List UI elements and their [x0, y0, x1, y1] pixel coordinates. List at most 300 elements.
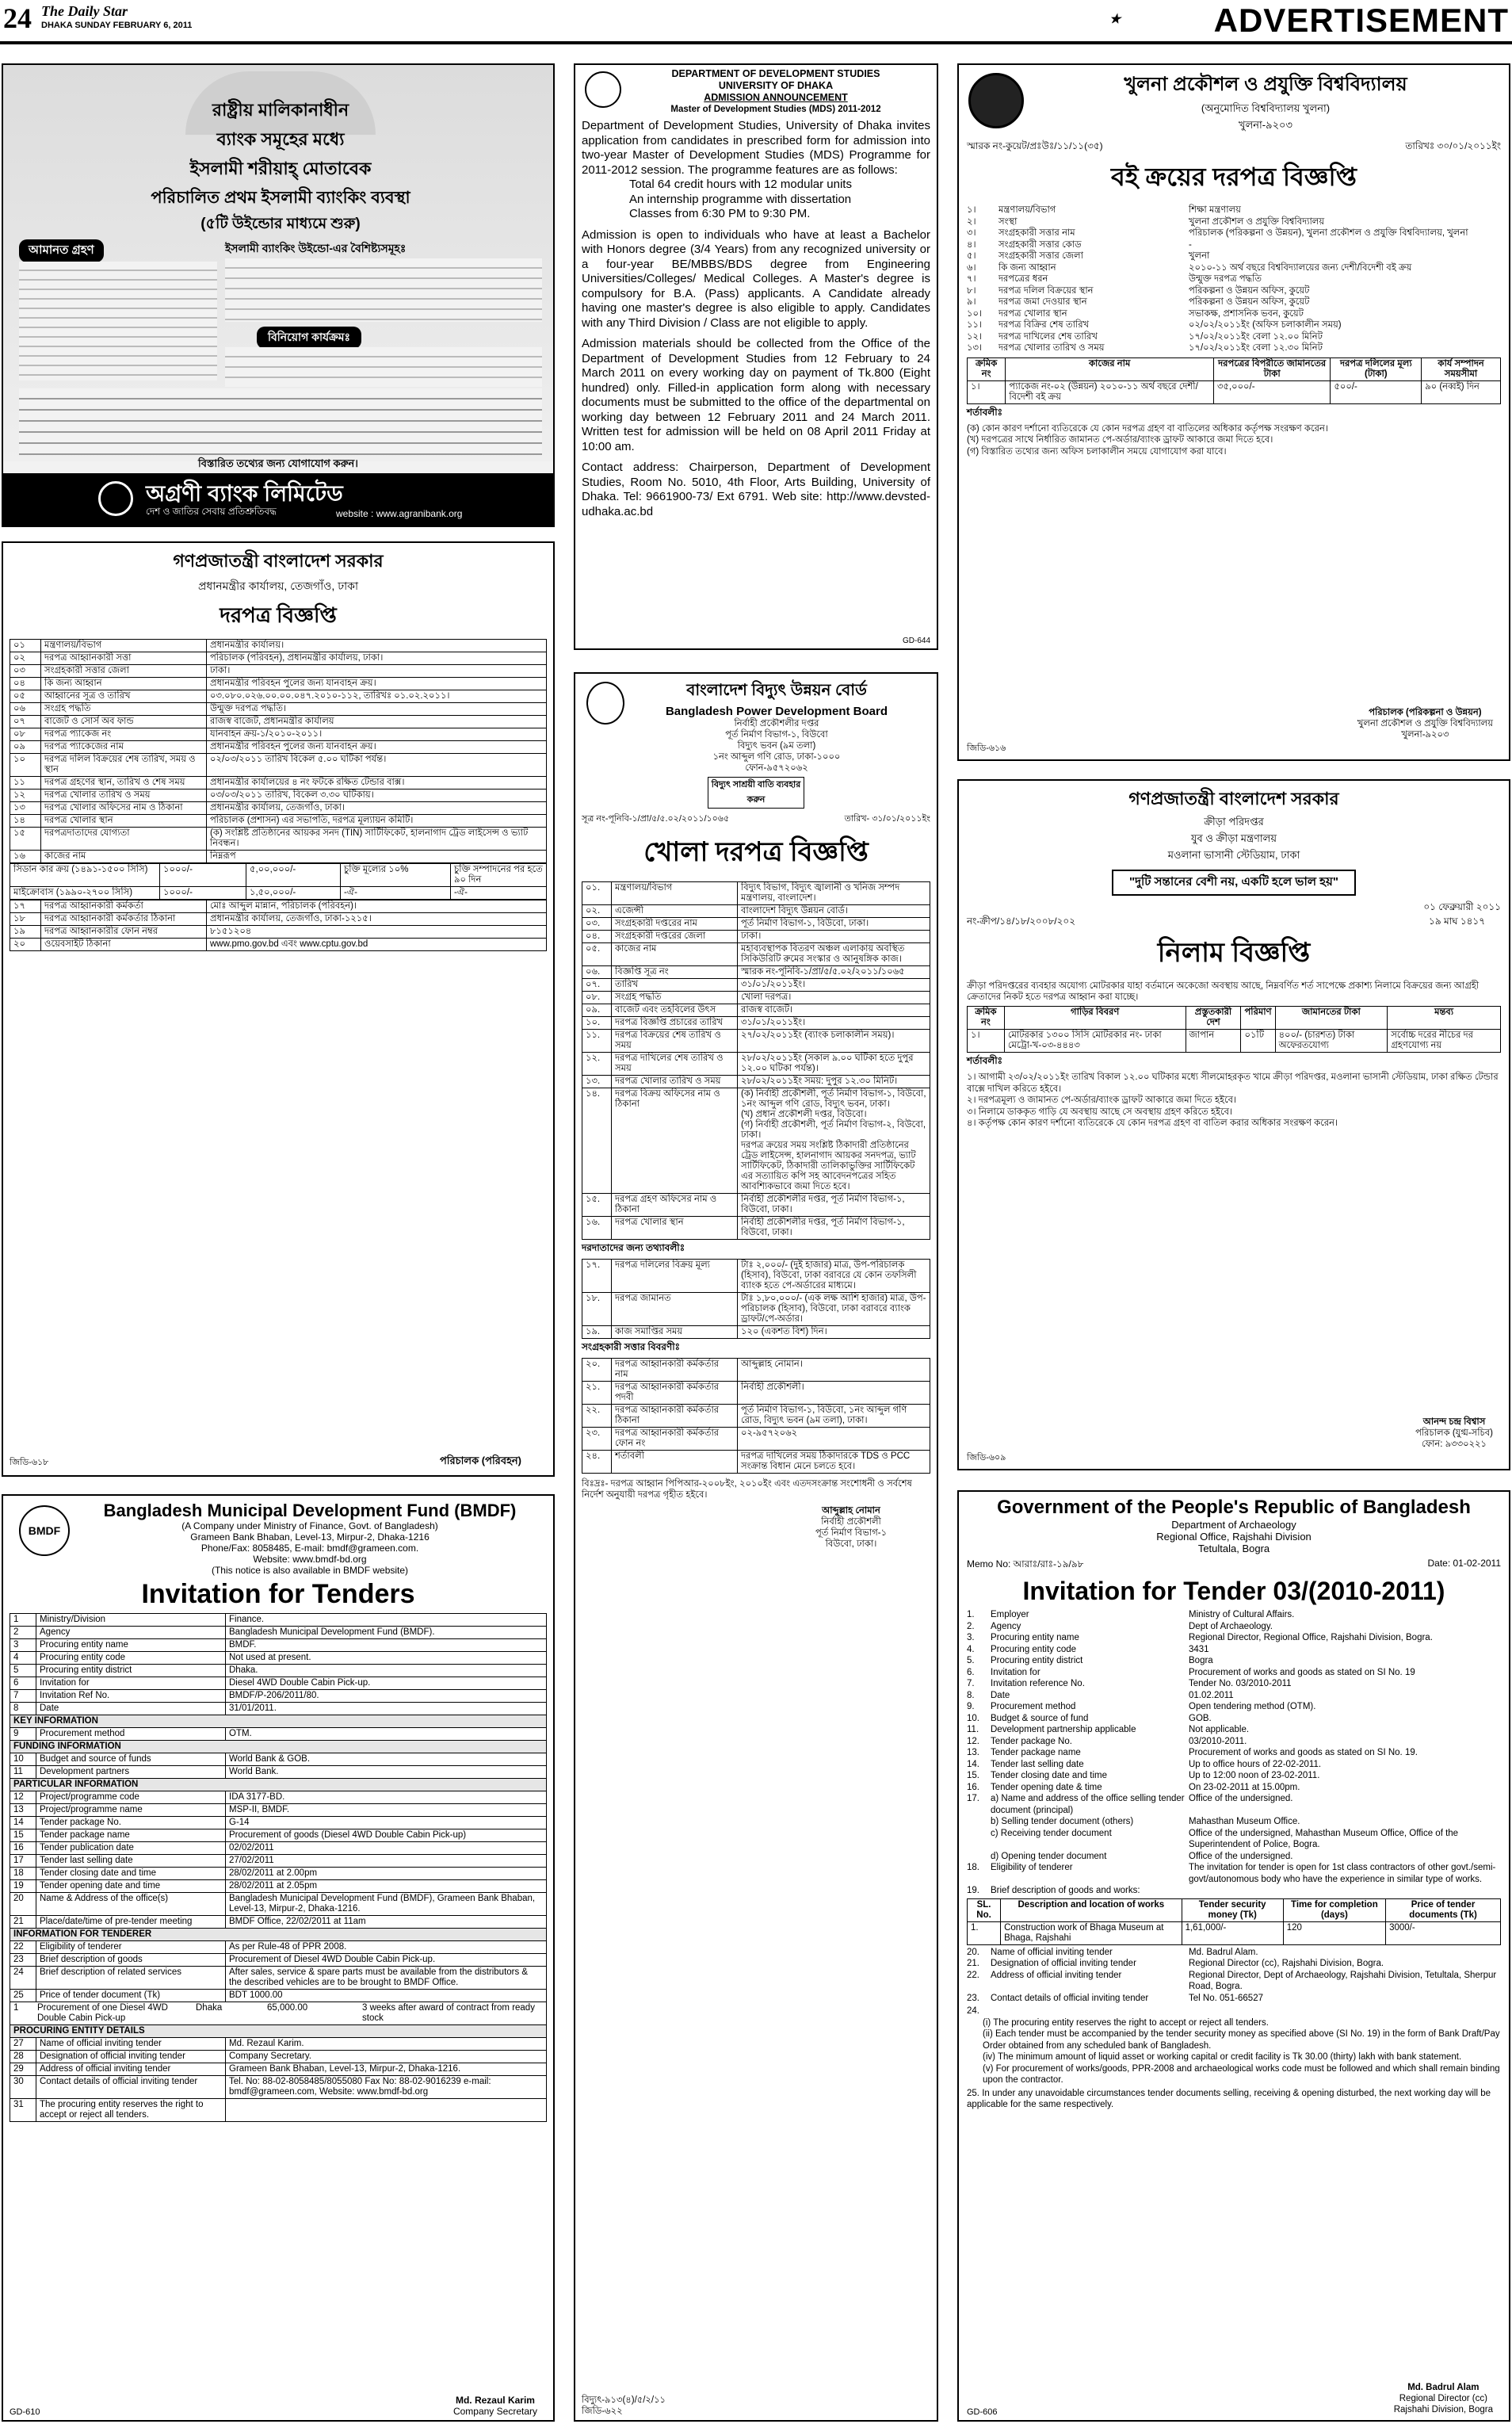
arch-office: Regional Office, Rajshahi Division [1156, 1531, 1312, 1543]
kuet-info-field: ১০। [967, 308, 983, 319]
pmo-cell: সংগ্রহ পদ্ধতি [41, 703, 207, 716]
arch-info-item [967, 1609, 1501, 1621]
kuet-term-item: (গ) বিস্তারিত তথ্যের জন্য অফিস চলাকালীন সময়ে যোগাযোগ করা যাবে। [967, 446, 1227, 457]
bmdf-row [10, 1728, 547, 1741]
du-feature-3: Classes from 6:30 PM to 9:30 PM. [629, 207, 811, 220]
kuet-notice-title: বই ক্রয়ের দরপত্র বিজ্ঞপ্তি [1111, 162, 1357, 191]
pmo-cell: দরপত্র দলিল বিক্রয়ের শেষ তারিখ, সময় ও স্থান [41, 754, 207, 777]
pmo-cell: দরপত্রদাতাদের যোগ্যতা [41, 828, 207, 851]
kuet-info-field: ২। [967, 216, 976, 227]
kuet-info-field: খুলনা [1189, 251, 1210, 261]
bmdf-addr: Grameen Bank Bhaban, Level-13, Mirpur-2, Dhaka-1216 [190, 1531, 430, 1543]
kuet-info-field: সংগ্রহকারী সত্তার কোড [998, 239, 1082, 250]
agrani-line-5: (৫টি উইন্ডোর মাধ্যমে শুরু) [200, 216, 361, 232]
arch-sign-3: Rajshahi Division, Bogra [1393, 2405, 1493, 2414]
bmdf-cell: Place/date/time of pre-tender meeting [36, 1916, 226, 1929]
bmdf-cell: 19 [10, 1880, 36, 1893]
kuet-info-field: সভাকক্ষ, প্রশাসনিক ভবন, কুয়েট [1189, 308, 1304, 319]
sports-term-item: ৪। কর্তৃপক্ষ কোন কারণ দর্শানো ব্যতিরেকে যে কোন দরপত্র গ্রহণ বা বাতিল করার অধিকার সংরক্ষণ করেন। [967, 1118, 1338, 1128]
bmdf-row [10, 1677, 547, 1690]
masthead [0, 0, 1512, 44]
bmdf-row [10, 2051, 547, 2063]
agrani-line-4: পরিচালিত প্রথম ইসলামী ব্যাংকিং ব্যবস্থা [151, 189, 410, 207]
bpdb-row [582, 979, 930, 992]
bpdb-cell: বাংলাদেশ বিদ্যুৎ উন্নয়ন বোর্ড। [738, 905, 930, 918]
bmdf-cell: 28/02/2011 at 2.00pm [226, 1868, 547, 1880]
kuet-info-field: দরপত্র দলিল বিক্রয়ের স্থান [998, 285, 1094, 296]
bpdb-cell: ৩১/০১/২০১১ইং। [738, 979, 930, 992]
arch-info-field [967, 1851, 991, 1863]
arch-col-header: Time for completion (days) [1283, 1898, 1385, 1921]
bmdf-row [10, 1652, 547, 1665]
bmdf-row [10, 1842, 547, 1855]
pmo-cell: প্রধানমন্ত্রীর পরিবহন পুলের জন্য যানবাহন ক্রয়। [207, 678, 547, 690]
arch-sign-2: Regional Director (cc) [1399, 2394, 1487, 2403]
bpdb-sign-name: আব্দুল্লাহ নোমান [822, 1506, 880, 1516]
pmo-cell: মন্ত্রণালয়/বিভাগ [41, 640, 207, 652]
bmdf-cell: IDA 3177-BD. [226, 1791, 547, 1804]
bmdf-row [10, 1639, 547, 1652]
kuet-item-table [967, 357, 1501, 404]
sports-item-cell: ১। [968, 1030, 1005, 1053]
kuet-item-row [968, 380, 1501, 403]
pmo2-cell: ১৭ [10, 900, 41, 913]
arch-info-item [967, 1736, 1501, 1748]
kuet-terms-heading: শর্তাবলীঃ [967, 406, 1003, 418]
arch-info-field: 10. [967, 1713, 979, 1723]
bmdf-cell: 31/01/2011. [226, 1703, 547, 1715]
pmo-item-cell: মাইক্রোবাস (১৯৯০-২৭০০ সিসি) [10, 887, 160, 900]
arch-info-item [967, 1667, 1501, 1679]
arch-info-field: Procuring entity district [991, 1656, 1083, 1665]
bpdb3-cell: ২২. [582, 1405, 612, 1428]
bmdf-row [10, 2076, 547, 2099]
bank-banner [3, 473, 553, 527]
bmdf-cell: 8 [10, 1703, 36, 1715]
bpdb-row [582, 1217, 930, 1240]
pmo2-cell: মোঃ আব্দুল মান্নান, পরিচালক (পরিবহন)। [207, 900, 547, 913]
kuet-info-field: দরপত্র দাখিলের শেষ তারিখ [998, 331, 1098, 342]
bmdf-cell: As per Rule-48 of PPR 2008. [226, 1941, 547, 1954]
bpdb-cell: বাজেট এবং তহবিলের উৎস [612, 1004, 738, 1017]
kuet-info-field: ৩। [967, 228, 976, 238]
pmo-cell: সংগ্রহকারী সত্তার জেলা [41, 665, 207, 678]
bpdb-cell: ১১. [582, 1030, 612, 1053]
bpdb-cell: ০১. [582, 882, 612, 905]
pmo-row [10, 828, 547, 851]
bpdb2-cell: ১৮. [582, 1293, 612, 1326]
du-para-3: Admission materials should be collected from the Office of the Department of Development Studies from 12 February to 24 March 2011 on every working day on payment of Tk.800 (Eight hundred) only. Filled-in application form along with necessary documents must be submitted to the office of the departmental on working day between 12 February 2011 and 24 March 2011. Written test for admission will be held on 08 April 2011 Friday at 10:00 am. [582, 337, 930, 453]
bmdf-part-heading-label: PARTICULAR INFORMATION [10, 1779, 547, 1791]
bpdb2-row [582, 1260, 930, 1293]
pmo-item-row [10, 864, 547, 887]
arch-info-list-2 [967, 1947, 1501, 2005]
bmdf-cell: Agency [36, 1627, 226, 1639]
kuet-ref: স্মারক নং-কুয়েট/প্রঃউঃ/১১/১১(৩৫) [967, 140, 1103, 151]
kuet-info-field: দরপত্র জমা দেওয়ার স্থান [998, 297, 1087, 307]
arch-info-item [967, 1644, 1501, 1656]
bpdb-cell: দরপত্র বিজ্ঞপ্তি প্রচারের তারিখ [612, 1017, 738, 1030]
kuet-info-field: দরপত্র খোলার স্থান [998, 308, 1067, 319]
pmo-item-cell: সিডান কার ক্রয় (১৪৯১-১৫০০ সিসি) [10, 864, 160, 887]
kuet-col-header: দরপত্র দলিলের মূল্য (টাকা) [1331, 357, 1422, 380]
bpdb-row [582, 1030, 930, 1053]
bpdb3-row [582, 1382, 930, 1405]
arch-col-header: Tender security money (Tk) [1182, 1898, 1283, 1921]
pmo-row [10, 665, 547, 678]
bmdf-web: Website: www.bmdf-bd.org [253, 1554, 367, 1565]
kuet-title: খুলনা প্রকৌশল ও প্রযুক্তি বিশ্ববিদ্যালয় [1124, 74, 1407, 95]
bpdb-table-3 [582, 1358, 930, 1474]
bpdb-ref: সূত্র নং-পূনিবি-১/প্রা/৫/৫.০২/২০১১/১০৬৫ [582, 814, 730, 824]
bmdf-cell: Name & Address of the office(s) [36, 1893, 226, 1916]
bpdb3-cell: নির্বাহী প্রকৌশলী। [738, 1382, 930, 1405]
bmdf-row [10, 1880, 547, 1893]
arch-info-field: 3. [967, 1633, 975, 1642]
arch-info-field: 8. [967, 1690, 975, 1700]
sports-col-header: প্রস্তুতকারী দেশ [1186, 1007, 1241, 1030]
bpdb-sign-div: পূর্ত নির্মাণ বিভাগ-১ [815, 1528, 888, 1538]
kuet-info-field: দরপত্র খোলার তারিখ ও সময় [998, 343, 1105, 353]
bpdb-table [582, 881, 930, 1240]
bpdb-cell: কাজের নাম [612, 943, 738, 966]
bmdf-cell: Tender closing date and time [36, 1868, 226, 1880]
kuet-info-field: ১৩। [967, 343, 983, 353]
bank-website: website : www.agranibank.org [336, 508, 463, 519]
bmdf-row [10, 1614, 547, 1627]
bmdf-cell: 28 [10, 2051, 36, 2063]
bpdb-row [582, 905, 930, 918]
sports-ref: নং-ক্রীপ/১৪/১৮/২০০৮/২০২ [967, 916, 1076, 927]
arch-info-field: a) Name and address of the office selling tender document (principal) [991, 1794, 1185, 1815]
bpdb-cell: সংগ্রহ পদ্ধতি [612, 992, 738, 1004]
bmdf-cell: Ministry/Division [36, 1614, 226, 1627]
pmo-cell: আহ্বানের সূত্র ও তারিখ [41, 690, 207, 703]
bmdf-cell: Procuring entity name [36, 1639, 226, 1652]
pmo2-cell: www.pmo.gov.bd এবং www.cptu.gov.bd [207, 939, 547, 951]
pmo-cell: ০৮ [10, 728, 41, 741]
bpdb-table-2 [582, 1259, 930, 1339]
sports-sign-1: আনন্দ চন্দ্র বিশ্বাস [1422, 1417, 1486, 1427]
bpdb3-cell: ০২-৯৫৭২০৬২ [738, 1428, 930, 1451]
arch-info-field: Tender package No. [991, 1736, 1072, 1746]
kuet-info-field: ৭। [967, 274, 976, 284]
bmdf-cell: 27/02/2011 [226, 1855, 547, 1868]
bpdb-sign-loc: বিউবো, ঢাকা। [825, 1539, 877, 1549]
arch-loc: Tetultala, Bogra [1197, 1543, 1270, 1554]
pmo-cell: রাজস্ব বাজেট, প্রধানমন্ত্রীর কার্যালয় [207, 716, 547, 728]
bmdf-cell: 17 [10, 1855, 36, 1868]
kuet-item-cell: ৫০০/- [1331, 380, 1422, 403]
arch-info-field: 5. [967, 1656, 975, 1665]
bmdf-row [10, 1804, 547, 1817]
arch-info-field [1189, 1885, 1501, 1897]
bmdf-cell: BMDF. [226, 1639, 547, 1652]
arch-info2-item [967, 1947, 1501, 1959]
pmo-item-cell: -ঐ- [341, 887, 451, 900]
sports-item-row [968, 1030, 1501, 1053]
pmo-item-cell: ১০০০/- [160, 887, 246, 900]
bmdf-lot-field: Procurement of one Diesel 4WD Double Cabin Pick-up [37, 2003, 168, 2023]
arch-gd: GD-606 [967, 2407, 998, 2417]
kuet-col-header: কার্য সম্পাদন সময়সীমা [1422, 357, 1501, 380]
arch-info-field: Office of the undersigned, Mahasthan Museum Office, Office of the Superintendent of Police, Bogra. [1189, 1828, 1459, 1849]
arch-info-field: Tender closing date and time [991, 1771, 1108, 1780]
bmdf-cell: Grameen Bank Bhaban, Level-13, Mirpur-2, Dhaka-1216. [226, 2063, 547, 2076]
bmdf-cell: Budget and source of funds [36, 1753, 226, 1766]
sports-sign-2: পরিচালক (যুগ্ম-সচিব) [1415, 1428, 1493, 1438]
du-para-4: Contact address: Chairperson, Department of Development Studies, Room No. 5010, 4th Floor, Arts Building, University of Dhaka. Tel: 9661900-73/ Ext 6791. Web site: http://www.devsted-udhaka.ac.bd [582, 461, 930, 518]
sports-govt-title: গণপ্রজাতন্ত্রী বাংলাদেশ সরকার [1128, 789, 1339, 809]
pmo-item-cell: ১,৫০,০০০/- [246, 887, 341, 900]
arch-info-item [967, 1701, 1501, 1713]
pmo-gd: জিডি-৬১৮ [10, 1458, 49, 1467]
bmdf-cell: OTM. [226, 1728, 547, 1741]
bpdb-cell: সংগ্রহকারী দপ্তরের নাম [612, 918, 738, 931]
pmo-item-row [10, 887, 547, 900]
bpdb-row [582, 1053, 930, 1076]
pmo2-row [10, 913, 547, 926]
pmo-cell: কি জন্য আহ্বান [41, 678, 207, 690]
invest-heading: বিনিয়োগ কার্যক্রমঃ [257, 327, 361, 349]
arch-info2-field: 23. [967, 1993, 979, 2003]
bmdf-fund-heading-label: FUNDING INFORMATION [10, 1741, 547, 1753]
bpdb-cell: মহাব্যবস্থাপক বিতরণ অঞ্চল এলাকায় অবস্থিত সিকিউরিটি রুমের সংস্কার ও আনুষঙ্গিক কাজ। [738, 943, 930, 966]
pmo-cell: দরপত্র আহ্বানকারী সত্তা [41, 652, 207, 665]
pmo-item-cell: ৫,০০,০০০/- [246, 864, 341, 887]
sports-item-cell: সর্বোচ্চ দরের নীচের দর গ্রহণযোগ্য নয় [1388, 1030, 1501, 1053]
pmo-item-cell: -ঐ- [451, 887, 547, 900]
sports-notice-title: নিলাম বিজ্ঞপ্তি [1157, 938, 1311, 968]
bank-name: অগ্রণী ব্যাংক লিমিটেড [146, 481, 343, 506]
arch-item-cell: 1,61,000/- [1182, 1921, 1283, 1944]
kuet-item-cell: ৯০ (নব্বই) দিন [1422, 380, 1501, 403]
bpdb-cell: সংগ্রহকারী দপ্তরের জেলা [612, 931, 738, 943]
bmdf-sign-title: Company Secretary [452, 2406, 537, 2417]
bmdf-cell: 3 [10, 1639, 36, 1652]
bpdb-row [582, 918, 930, 931]
bpdb3-row [582, 1428, 930, 1451]
kuet-info-field: ৮। [967, 285, 976, 296]
bmdf-sub: (A Company under Ministry of Finance, Govt. of Bangladesh) [181, 1520, 438, 1531]
bmdf-cell: Finance. [226, 1614, 547, 1627]
kuet-info-item [967, 285, 1501, 297]
arch-cond-item: (ii) Each tender must be accompanied by the tender security money as specified above (SI No. 19) in the form of Bank Draft/Pay Order obtained from any scheduled bank of Bangladesh. [983, 2029, 1500, 2051]
kuet-info-field: ০২/০২/২০১১ইং (অফিস চলাকালীন সময়) [1189, 320, 1342, 330]
bmdf-row [10, 1703, 547, 1715]
arch-info2-field: Address of official inviting tender [991, 1970, 1122, 1980]
kuet-info-field: পরিচালক (পরিকল্পনা ও উন্নয়ন), খুলনা প্রকৌশল ও প্রযুক্তি বিশ্ববিদ্যালয়, খুলনা [1189, 228, 1468, 238]
dateline: DHAKA SUNDAY FEBRUARY 6, 2011 [41, 21, 193, 30]
pmo-row [10, 851, 547, 863]
pmo-item-cell: ১০০০/- [160, 864, 246, 887]
arch-date: Date: 01-02-2011 [1427, 1558, 1501, 1569]
bmdf-cell: Procurement of Diesel 4WD Double Cabin Pick-up. [226, 1954, 547, 1967]
agrani-line-3: ইসলামী শরীয়াহ্ মোতাবেক [189, 159, 372, 178]
pmo2-row [10, 926, 547, 939]
pmo-cell: প্রধানমন্ত্রীর পরিবহন পুলের জন্য যানবাহন ক্রয়। [207, 741, 547, 754]
kuet-info-field: ১। [967, 205, 976, 215]
arch-info-field: Procuring entity code [991, 1644, 1077, 1654]
bpdb-cell: ২৮/০২/২০১১ইং (সকাল ৯.০০ ঘটিকা হতে দুপুর ১২.০০ ঘটিকা পর্যন্ত)। [738, 1053, 930, 1076]
du-prog: Master of Development Studies (MDS) 2011-2012 [670, 105, 881, 114]
pmo-info-table-2 [10, 900, 547, 951]
pmo-cell: ০২/০৩/২০১১ তারিখ বিকেল ৫.০০ ঘটিকা পর্যন্ত। [207, 754, 547, 777]
arch-info-item [967, 1782, 1501, 1794]
kuet-item-cell: ৩৫,০০০/- [1213, 380, 1330, 403]
bpdb-cell: ০২. [582, 905, 612, 918]
bmdf-cell: 21 [10, 1916, 36, 1929]
sports-slogan: "দুটি সন্তানের বেশী নয়, একটি হলে ভাল হয়" [1112, 870, 1356, 896]
arch-info-item [967, 1885, 1501, 1897]
bpdb3-cell: আব্দুল্লাহ নোমান। [738, 1359, 930, 1382]
bmdf-proc-heading [10, 2025, 547, 2038]
sports-item-cell: ০১টি [1241, 1030, 1275, 1053]
bpdb2-cell: ১৯. [582, 1326, 612, 1339]
pmo-cell: প্রধানমন্ত্রীর কার্যালয়, তেজগাঁও, ঢাকা। [207, 802, 547, 815]
arch-info-field: Office of the undersigned. [1189, 1794, 1293, 1803]
agrani-logo-icon [98, 481, 133, 516]
bmdf-cell: 11 [10, 1766, 36, 1779]
kuet-info-field: উন্মুক্ত দরপত্র পদ্ধতি [1189, 274, 1262, 284]
bmdf-row [10, 1868, 547, 1880]
pmo2-cell: প্রধানমন্ত্রীর কার্যালয়, তেজগাঁও, ঢাকা-১২১৫। [207, 913, 547, 926]
bpdb-cell: ০৯. [582, 1004, 612, 1017]
masthead-rule [0, 41, 1512, 44]
arch-info-field: 03/2010-2011. [1189, 1736, 1247, 1746]
pmo-cell: দরপত্র খোলার তারিখ ও সময় [41, 790, 207, 802]
sports-item-cell: মোটরকার ১৩০০ সিসি মোটরকার নং- ঢাকা মেট্রো-খ-০৩-৪৪৪৩ [1004, 1030, 1186, 1053]
bpdb-logo-icon [586, 682, 624, 725]
arch-info-item [967, 1724, 1501, 1736]
pmo-cell: ০৫ [10, 690, 41, 703]
bmdf-lot-row [10, 2002, 547, 2025]
kuet-col-header: কাজের নাম [1006, 357, 1214, 380]
bpdb-cell: ১৩. [582, 1076, 612, 1088]
features-heading: ইসলামী ব্যাংকিং উইন্ডো-এর বৈশিষ্ট্যসমূহঃ [225, 242, 407, 254]
bpdb-row [582, 966, 930, 979]
bmdf-cell: Brief description of related services [36, 1967, 226, 1990]
kuet-tender-notice [957, 63, 1510, 761]
bmdf-cell: 20 [10, 1893, 36, 1916]
pmo-row [10, 640, 547, 652]
kuet-terms-list [967, 423, 1501, 458]
bpdb-title: খোলা দরপত্র বিজ্ঞপ্তি [643, 837, 869, 867]
bpdb-slogan: বিদ্যুৎ সাশ্রয়ী বাতি ব্যবহার করুন [708, 777, 804, 809]
kuet-info-item [967, 342, 1501, 354]
bpdb-cell: ০৭. [582, 979, 612, 992]
kuet-info-list [967, 205, 1501, 354]
sports-col-header: পরিমাণ [1241, 1007, 1275, 1030]
pmo-cell: ১৩ [10, 802, 41, 815]
arch-col-header: SL. No. [968, 1898, 1001, 1921]
arch-info-item [967, 1862, 1501, 1885]
kuet-info-field: সংগ্রহকারী সত্তার জেলা [998, 251, 1083, 261]
bpdb-cell: ০৮. [582, 992, 612, 1004]
bmdf-note: (This notice is also available in BMDF website) [211, 1565, 409, 1576]
arch-gov: Government of the People's Republic of Bangladesh [997, 1497, 1471, 1518]
arch-info-field: Invitation reference No. [991, 1679, 1085, 1688]
bmdf-key-heading-label: KEY INFORMATION [10, 1715, 547, 1728]
du-para-2: Admission is open to individuals who have at least a Bachelor with Honors degree (3/4 Years) from any recognized university or a four-year BE/MBBS/BDS degree from Engineering Universities/Colleges/ Medical Colleges. A Master's degree is compulsory for B.A. (Pass) applicants. A Candidate already having one master's degree is also eligible to apply. Candidates with any Third Division / Class are not eligible to apply. [582, 227, 930, 330]
bmdf-tender-heading-label: INFORMATION FOR TENDERER [10, 1929, 547, 1941]
pmo-cell: পরিচালক (প্রশাসন) এর সভাপতি, দরপত্র মূল্যায়ন কমিটি। [207, 815, 547, 828]
arch-info-item [967, 1690, 1501, 1702]
arch-info2-item [967, 1993, 1501, 2005]
bpdb-cell: দরপত্র বিক্রয়ের শেষ তারিখ ও সময় [612, 1030, 738, 1053]
bmdf-cell: Procurement method [36, 1728, 226, 1741]
arch-info-item [967, 1816, 1501, 1828]
bpdb-office-4: ১নং আব্দুল গণি রোড, ঢাকা-১০০০ [712, 752, 841, 762]
pmo2-cell: দরপত্র আহ্বানকারীর ফোন নম্বর [41, 926, 207, 939]
bmdf-cell: 5 [10, 1665, 36, 1677]
star-logo: ★ [1109, 13, 1121, 26]
bmdf-cell: Tender opening date and time [36, 1880, 226, 1893]
bpdb-tender-notice [574, 672, 938, 2422]
arch-info-field: Procurement of works and goods as stated on SI No. 19. [1189, 1748, 1418, 1757]
arch-info-field [967, 1828, 991, 1851]
sports-gd: জিডি-৬০৯ [967, 1453, 1006, 1462]
bmdf-cell: Price of tender document (Tk) [36, 1990, 226, 2002]
kuet-info-item [967, 216, 1501, 228]
bmdf-row [10, 1627, 547, 1639]
branch-list [19, 388, 542, 455]
arch-sign-1: Md. Badrul Alam [1407, 2383, 1480, 2392]
arch-item-row [968, 1921, 1501, 1944]
arch-info-field: Not applicable. [1189, 1725, 1250, 1734]
kuet-col-header: দরপত্রের বিপরীতে জামানতের টাকা [1213, 357, 1330, 380]
bmdf-cell: BMDF/P-206/2011/80. [226, 1690, 547, 1703]
pmo2-row [10, 900, 547, 913]
bmdf-cell: Not used at present. [226, 1652, 547, 1665]
bpdb-cell: নির্বাহী প্রকৌশলীর দপ্তর, পূর্ত নির্মাণ বিভাগ-১, বিউবো, ঢাকা। [738, 1217, 930, 1240]
arch-item-cell: 1. [968, 1921, 1001, 1944]
bpdb-cell: ০৬. [582, 966, 612, 979]
sports-line-2: যুব ও ক্রীড়া মন্ত্রণালয় [1191, 832, 1277, 844]
kuet-col-row [968, 357, 1501, 380]
bmdf-cell: Project/programme code [36, 1791, 226, 1804]
arch-info-field: Tender package name [991, 1748, 1081, 1757]
arch-info2-field: 21. [967, 1959, 979, 1968]
arch-info-field: 17. [967, 1794, 979, 1803]
bpdb3-cell: দরপত্র আহ্বানকারী কর্মকর্তার ফোন নং [612, 1428, 738, 1451]
bpdb-cell: স্মারক নং-পূনিবি-১/প্রা/৫/৫.০২/২০১১/১০৬৫ [738, 966, 930, 979]
pmo-row [10, 728, 547, 741]
kuet-city: খুলনা-৯২০৩ [1239, 119, 1292, 131]
pmo-cell: ১৬ [10, 851, 41, 863]
kuet-info-field: দরপত্র বিক্রির শেষ তারিখ [998, 320, 1090, 330]
page-number: 24 [3, 2, 32, 34]
bpdb2-cell: টাঃ ২,০০০/- (দুই হাজার) মাত্র, উপ-পরিচালক (হিসাব), বিউবো, ঢাকা বরাবরে যে কোন তফসিলী ব্যাংক হতে পে-অর্ডারের মাধ্যমে। [738, 1260, 930, 1293]
bpdb-row [582, 882, 930, 905]
bpdb-cell: ০৪. [582, 931, 612, 943]
kuet-info-field: ১৭/০২/২০১১ইং বেলা ১২.০০ মিনিট [1189, 331, 1323, 342]
bmdf-cell: Tel. No: 88-02-8058485/8055080 Fax No: 88-02-9016239 e-mail: bmdf@grameen.com, Website: www.bmdf-bd.org [226, 2076, 547, 2099]
kuet-info-field: দরপত্রের ধরন [998, 274, 1048, 284]
bmdf-cell: Tender package name [36, 1829, 226, 1842]
du-ann: ADMISSION ANNOUNCEMENT [704, 92, 848, 103]
kuet-info-item [967, 296, 1501, 308]
pmo-notice-title: দরপত্র বিজ্ঞপ্তি [220, 603, 337, 627]
pmo-row [10, 741, 547, 754]
bmdf-row [10, 1690, 547, 1703]
bmdf-cell: World Bank. [226, 1766, 547, 1779]
bmdf-cell: 4 [10, 1652, 36, 1665]
bpdb2-cell: কাজ সমাপ্তির সময় [612, 1326, 738, 1339]
arch-item-cell: 3000/- [1386, 1921, 1501, 1944]
bmdf-cell: Bangladesh Municipal Development Fund (BMDF). [226, 1627, 547, 1639]
bpdb-cell: খোলা দরপত্র। [738, 992, 930, 1004]
